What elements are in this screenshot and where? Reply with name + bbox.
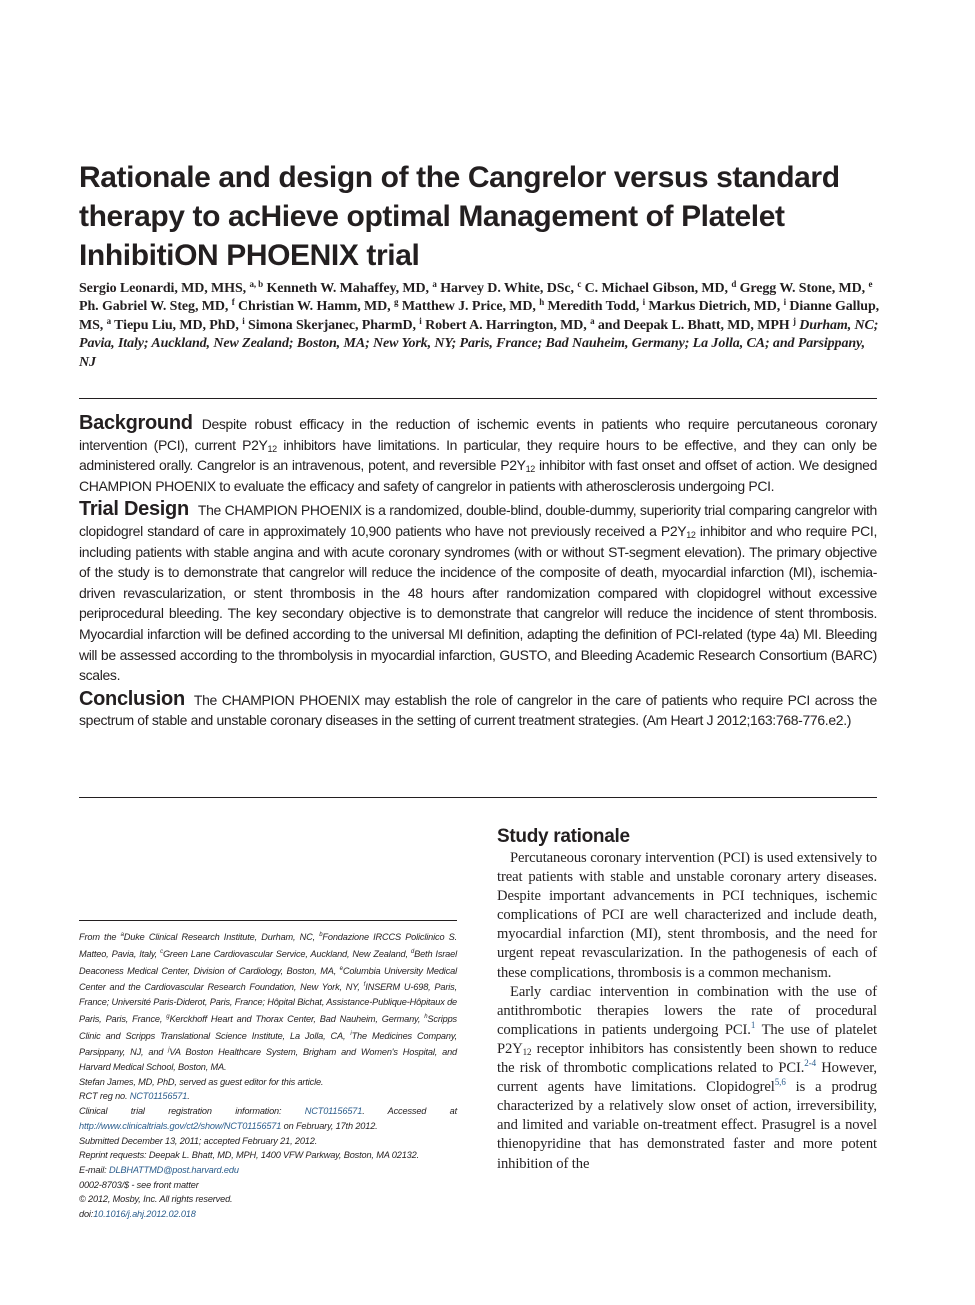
affiliations [79,928,457,1075]
subscript: 12 [522,1046,532,1057]
author-name: Ph. Gabriel W. Steg, MD, [79,299,229,315]
affiliation-text: Columbia University Medical Center and the Cardiovascular Research Foundation, New York, NY, [79,965,457,993]
reference-link[interactable]: 2-4 [804,1058,816,1069]
email-line [79,1163,457,1178]
affiliation-marker: c [577,279,582,289]
affiliation-marker: i [419,315,422,326]
affiliation-marker: g [166,1013,170,1020]
affiliation-marker: e [339,965,343,972]
affiliation-marker: i [242,315,245,326]
affiliation-marker: c [160,948,163,955]
author-name: Kenneth W. Mahaffey, MD, [266,281,429,296]
doi-line [79,1207,457,1222]
author-name: Gregg W. Stone, MD, [739,281,866,296]
affiliation-text: Green Lane Cardiovascular Service, Auckland, New Zealand, [162,948,411,959]
affiliation-marker: d [410,948,415,955]
affiliation-text: INSERM U-698, Paris, France; Université Paris-Diderot, Paris, France; Hôpital Bichat, Assistance-Publique-Hôpitaux de Paris, Paris, France, [79,982,457,1024]
affiliation-marker: b [319,932,323,938]
author-name: Meredith Todd, [547,299,640,315]
author-name: Simona Skerjanec, PharmD, [248,317,416,333]
abstract [79,413,877,734]
doi-label: doi: [79,1209,94,1220]
reg-accessed: . Accessed at [362,1106,457,1117]
affiliation-marker: a [106,315,112,326]
affiliation-marker: a [432,279,437,289]
abstract-top-rule [79,398,877,399]
affiliation-text: Scripps Clinic and Scripps Translational Science Institute, La Jolla, CA, [79,1013,457,1041]
author-name: and Deepak L. Bhatt, MD, MPH [597,317,790,333]
trial-design-text: The CHAMPION PHOENIX is a randomized, double-blind, double-dummy, superiority trial comparing cangrelor with clopidogrel standard of care in approximately 10,900 patients who have not previously received a P2Y [79,502,877,539]
issn: 0002-8703/$ - see front matter [79,1179,199,1190]
reprint-requests: Reprint requests: Deepak L. Bhatt, MD, MPH, 1400 VFW Parkway, Boston, MA 02132. [79,1150,419,1161]
affiliation-marker: a [590,315,595,326]
author-name: Tiepu Liu, MD, PhD, [114,317,239,333]
affiliation-text: The Medicines Company, Parsippany, NJ, and [79,1030,457,1058]
reference-link[interactable]: 5,6 [774,1077,786,1088]
footnote-rule [79,920,457,921]
affiliation-marker: h [539,297,545,308]
abstract-trial-design [79,499,877,685]
abstract-bottom-rule [79,797,877,798]
trial-design-heading: Trial Design [79,498,189,521]
affiliation-marker: e [868,279,873,289]
article-title: Rationale and design of the Cangrelor versus standard therapy to acHieve optimal Management of Platelet InhibitiON PHOENIX trial [79,161,840,272]
affiliation-text: Duke Clinical Research Institute, Durham, NC, [123,932,320,943]
affiliation-marker: d [731,279,737,289]
rct-number-link[interactable]: NCT01156571 [129,1091,188,1102]
body-text-run: However, current agents have limitations. Clopidogrel [497,1060,877,1096]
body-text-run: Early cardiac intervention in combination with the use of antithrombotic therapies lowers the rate of procedural complications in patients undergoing PCI. [497,983,877,1038]
reg-date: on February, 17th 2012. [281,1120,378,1131]
affiliation-marker: j [168,1047,170,1054]
subscript: 12 [686,529,696,540]
affiliation-marker: f [363,982,366,989]
trial-registration-info [79,1104,457,1133]
affiliation-marker: i [350,1030,352,1037]
body-text [497,849,877,1174]
affiliation-text: Fondazione IRCCS Policlinico S. Matteo, Pavia, Italy, [79,932,457,959]
author-name: Sergio Leonardi, MD, MHS, [79,281,247,296]
author-name: C. Michael Gibson, MD, [584,281,728,296]
body-paragraph: Percutaneous coronary intervention (PCI) is used extensively to treat patients with stable and unstable coronary artery diseases. Despite important advancements in PCI techniques, ischemic complications of PCI are well characterized and include death, myocardial infarction (MI), stent thrombosis, and the need for urgent repeat revascularization. In the pathogenesis of each of these complications, thrombosis is a common mechanism. [497,850,877,981]
affiliation-marker: j [792,315,796,326]
reg-label: Clinical trial registration information: [79,1106,305,1117]
affiliation-marker: f [231,297,235,308]
body-text-run: is a prodrug characterized by a relatively slow onset of action, irreversibility, and limited and variable on-treatment effect. Prasugrel is a novel thienopyridine that has demonstrated faster and more potent inhibition of the [497,1079,877,1172]
rct-label: RCT reg no. [79,1091,130,1102]
rct-end: . [187,1091,190,1102]
affiliation-text: VA Boston Healthcare System, Brigham and Women's Hospital, and Harvard Medical School, Boston, MA. [79,1047,457,1073]
affiliation-marker: h [424,1013,428,1020]
section-heading: Study rationale [497,826,630,847]
affiliation-text: Kerckhoff Heart and Thorax Center, Bad Nauheim, Germany, [169,1013,425,1024]
affiliation-marker: a, b [249,279,264,289]
author-names [79,281,879,333]
abstract-background [79,413,877,496]
background-heading: Background [79,412,193,434]
body-text-run: The use of platelet P2Y [497,1021,877,1057]
doi-link[interactable]: 10.1016/j.ahj.2012.02.018 [93,1209,196,1220]
background-text: inhibitor with fast onset and offset of action. We designed CHAMPION PHOENIX to evaluate the efficacy and safety of cangrelor in patients with atherosclerosis undergoing PCI. [79,457,877,494]
rct-registration [79,1089,457,1104]
affiliation-text: Beth Israel Deaconess Medical Center, Division of Cardiology, Boston, MA, [79,948,457,976]
background-text: inhibitors have limitations. In particular, they require hours to be effective, and they can only be administered orally. Cangrelor is an intravenous, potent, and reversible P2Y [79,436,877,474]
author-name: Christian W. Hamm, MD, [238,299,391,315]
affiliation-text: From the [79,932,121,943]
author-name: Harvey D. White, DSc, [440,281,574,296]
background-text: Despite robust efficacy in the reduction of ischemic events in patients who require percutaneous coronary intervention (PCI), current P2Y [79,416,877,453]
author-locations: Durham, NC; Pavia, Italy; Auckland, New Zealand; Boston, MA; New York, NY; Paris, France; Bad Nauheim, Germany; La Jolla, CA; and Parsippany, NJ [79,317,879,370]
submission-dates: Submitted December 13, 2011; accepted February 21, 2012. [79,1135,318,1146]
affiliation-marker: i [642,297,646,308]
subscript: 12 [267,443,277,454]
email-label: E-mail: [79,1164,109,1175]
author-name: Dianne Gallup, MS, [79,299,880,333]
author-list [79,280,884,372]
email-link[interactable]: DLBHATTMD@post.harvard.edu [108,1164,239,1175]
author-name: Matthew J. Price, MD, [401,299,536,315]
affiliation-marker: g [394,297,399,308]
reg-url-link[interactable]: http://www.clinicaltrials.gov/ct2/show/NCT01156571 [79,1120,282,1131]
affiliation-marker: a [120,932,124,938]
trial-design-text: inhibitor and who require PCI, including patients with stable angina and with acute coronary syndromes (with or without ST-segment elevation). The primary objective of the study is to demonstrate that cangrelor will reduce the incidence of the composite of death, myocardial infarction (MI), ischemia-driven revascularization, or stent thrombosis in the 48 hours after randomization compared with clopidogrel without excessive periprocedural bleeding. The key secondary objective is to demonstrate that cangrelor will reduce the incidence of stent thrombosis. Myocardial infarction will be defined according to the universal MI definition, adapting the definition of PCI-related (type 4a) MI. Bleeding will be assessed according to the thrombolysis in myocardial infarction, GUSTO, and Bleeding Academic Research Consortium (BARC) scales. [79,522,877,684]
body-text-run: receptor inhibitors has consistently been shown to reduce the risk of thrombotic complications related to PCI. [497,1040,877,1077]
reference-link[interactable]: 1 [750,1019,756,1030]
body-paragraph [497,983,877,1174]
reg-number-link[interactable]: NCT01156571 [304,1106,363,1117]
author-name: Robert A. Harrington, MD, [425,317,587,333]
subscript: 12 [525,464,535,475]
conclusion-heading: Conclusion [79,687,185,710]
copyright: © 2012, Mosby, Inc. All rights reserved. [79,1194,233,1205]
conclusion-text: The CHAMPION PHOENIX may establish the role of cangrelor in the care of patients who require PCI across the spectrum of stable and unstable coronary diseases in the setting of current treatment strategies. (Am Heart J 2012;163:768-776.e2.) [79,691,877,729]
footnotes [79,928,457,1222]
affiliation-marker: i [783,297,786,308]
author-name: Markus Dietrich, MD, [648,299,781,315]
abstract-conclusion [79,689,877,731]
guest-editor-note: Stefan James, MD, PhD, served as guest editor for this article. [79,1076,324,1087]
